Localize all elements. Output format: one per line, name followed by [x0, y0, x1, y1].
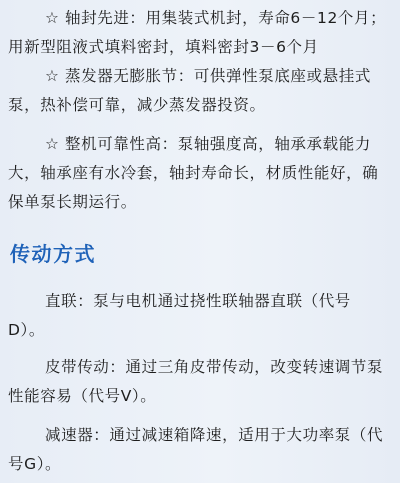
- reducer-line-2: 号G）。: [8, 455, 62, 473]
- reliability-line-1: ☆ 整机可靠性高：泵轴强度高，轴承承载能力: [45, 135, 371, 153]
- paragraph-shaft-seal: [8, 4, 392, 62]
- belt-line-1: 皮带传动：通过三角皮带传动，改变转速调节泵: [45, 358, 384, 376]
- paragraph-reliability: [8, 130, 392, 217]
- section-heading-drive: 传动方式: [10, 242, 96, 266]
- reliability-line-2: 大，轴承座有水冷套，轴封寿命长，材质性能好，确: [8, 164, 379, 182]
- belt-line-2: 性能容易（代号V）。: [8, 387, 157, 405]
- direct-line-2: D）。: [8, 321, 45, 339]
- paragraph-direct-drive: [8, 287, 392, 345]
- reliability-line-3: 保单泵长期运行。: [8, 193, 137, 211]
- paragraph-belt-drive: [8, 353, 392, 411]
- direct-line-1: 直联：泵与电机通过挠性联轴器直联（代号: [45, 292, 351, 310]
- evaporator-line-1: ☆ 蒸发器无膨胀节：可供弹性泵底座或悬挂式: [45, 67, 371, 85]
- evaporator-line-2: 泵，热补偿可靠，减少蒸发器投资。: [8, 96, 266, 114]
- shaft-seal-line-2: 用新型阻液式填料密封，填料密封3－6个月: [8, 38, 319, 56]
- reducer-line-1: 减速器：通过减速箱降速，适用于大功率泵（代: [45, 426, 384, 444]
- paragraph-reducer: [8, 421, 392, 479]
- paragraph-evaporator: [8, 62, 392, 120]
- shaft-seal-line-1: ☆ 轴封先进：用集装式机封，寿命6－12个月；: [45, 9, 387, 27]
